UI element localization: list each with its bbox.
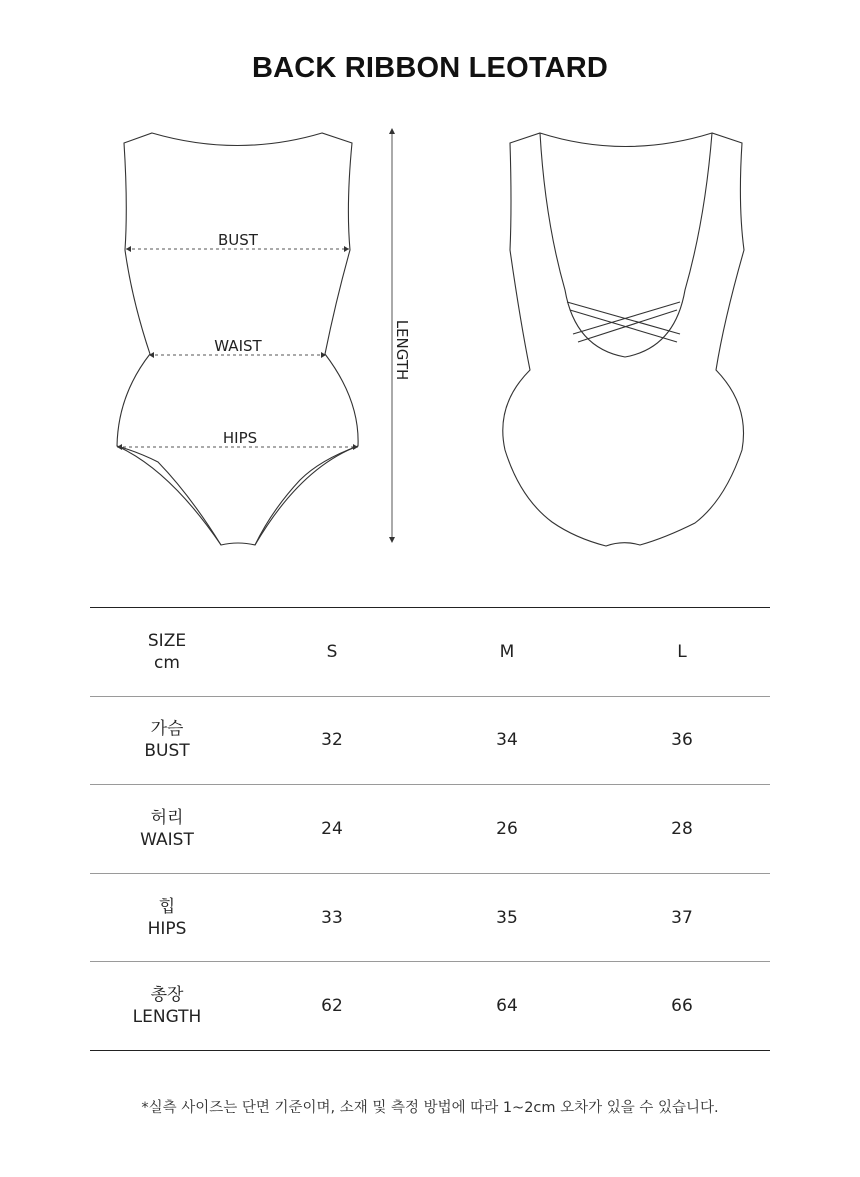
waist-label: WAIST (214, 337, 262, 355)
table-cell: 32 (321, 730, 343, 751)
header-size-l: L (677, 641, 687, 662)
header-size-m: M (499, 641, 515, 662)
row-label-cell (90, 696, 244, 785)
table-cell: 35 (496, 907, 518, 928)
table-cell: 26 (496, 818, 518, 839)
table-cell: 34 (496, 730, 518, 751)
table-cell: 36 (671, 730, 693, 751)
table-cell: 37 (671, 907, 693, 928)
table-header-row (90, 608, 770, 697)
row-label-cell (90, 873, 244, 962)
table-cell: 66 (671, 996, 693, 1017)
length-label: LENGTH (393, 319, 411, 381)
table-cell: 64 (496, 996, 518, 1017)
header-label-cell (90, 608, 244, 697)
table-cell: 62 (321, 996, 343, 1017)
front-leg-line-left (117, 446, 221, 545)
page-title: BACK RIBBON LEOTARD (251, 52, 609, 84)
table-cell: 24 (321, 818, 343, 839)
footnote-text: *실측 사이즈는 단면 기준이며, 소재 및 측정 방법에 따라 1~2cm 오차가 있을 수 있습니다. (141, 1100, 719, 1116)
bust-label: BUST (218, 231, 258, 249)
row-label-ko: 힙 (158, 896, 176, 917)
header-label-size: SIZE (147, 630, 187, 651)
row-label-ko: 허리 (150, 807, 184, 828)
back-view-illustration (503, 133, 744, 546)
table-cell: 28 (671, 818, 693, 839)
row-label-cell (90, 785, 244, 874)
back-neckline (540, 133, 712, 357)
row-label-ko: 총장 (150, 985, 184, 1006)
table-row-waist (90, 785, 770, 874)
header-label-unit: cm (154, 652, 180, 673)
table-row-bust (90, 696, 770, 785)
size-chart-table (90, 607, 770, 1051)
front-leg-line-right (255, 446, 358, 545)
row-label-ko: 가슴 (150, 719, 184, 740)
hips-label: HIPS (222, 429, 258, 447)
row-label-en: HIPS (147, 918, 187, 939)
row-label-en: LENGTH (132, 1007, 202, 1028)
row-label-en: BUST (144, 741, 190, 762)
back-body-outline (503, 133, 744, 546)
table-cell: 33 (321, 907, 343, 928)
header-size-s: S (326, 641, 338, 662)
table-row-length (90, 962, 770, 1051)
row-label-cell (90, 962, 244, 1051)
row-label-en: WAIST (140, 829, 194, 850)
table-row-hips (90, 873, 770, 962)
